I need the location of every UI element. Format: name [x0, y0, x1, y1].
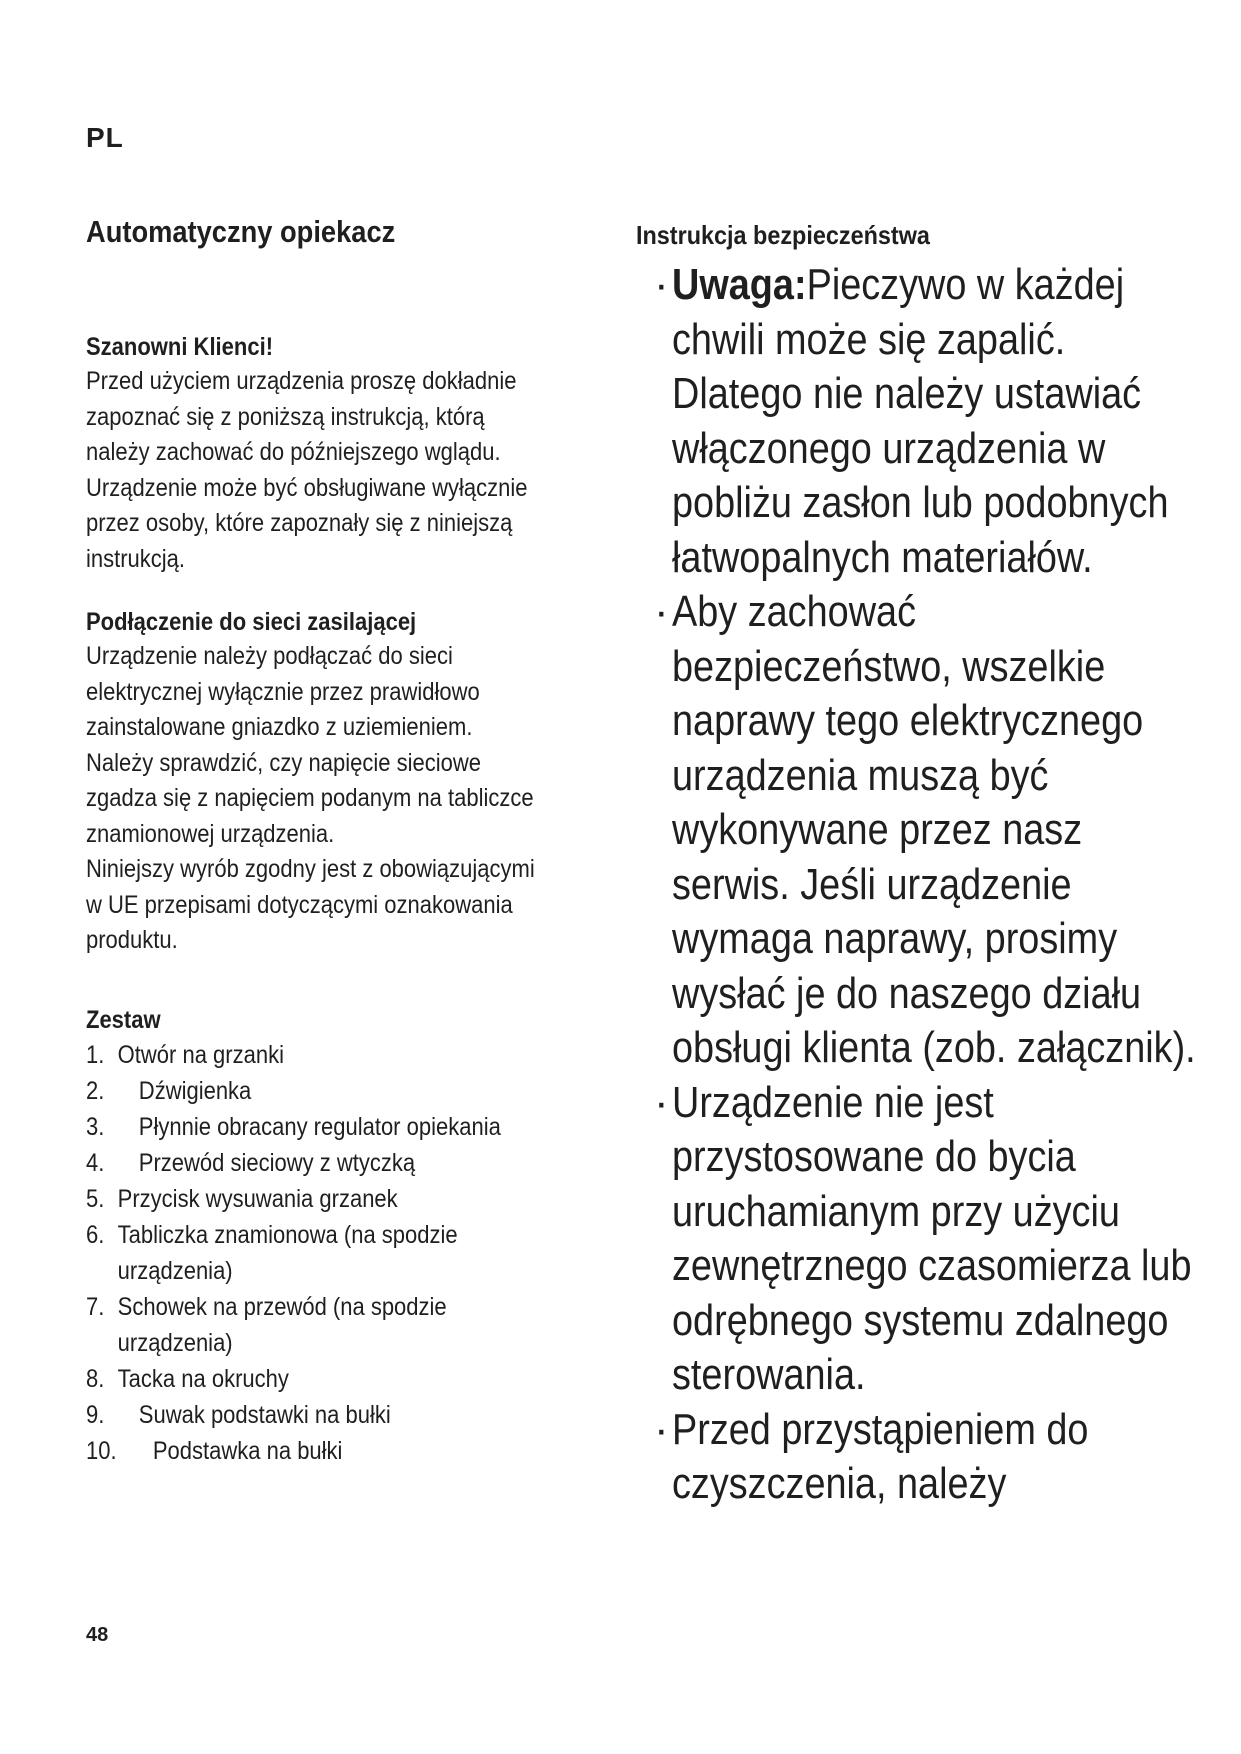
power-paragraph-2: Należy sprawdzić, czy napięcie sieciowe zgadza się z napięciem podanym na tabliczce znamionowej urządzenia.: [86, 748, 534, 848]
warning-content: [672, 1076, 1205, 1403]
list-item-number: 9.: [86, 1400, 105, 1429]
list-item-number: 5.: [86, 1184, 105, 1213]
list-item-number: 6.: [86, 1220, 105, 1249]
bullet-icon: ·: [654, 1077, 669, 1127]
list-item: [86, 1073, 544, 1109]
list-item: [86, 1217, 544, 1289]
safety-heading: Instrukcja bezpieczeństwa: [636, 220, 930, 250]
list-item-text: Dźwigienka: [138, 1076, 252, 1105]
list-item: [86, 1109, 544, 1145]
language-code: PL: [86, 122, 124, 153]
warning-item: [636, 585, 1196, 1076]
list-item-number: 8.: [86, 1364, 105, 1393]
warning-text: Przed przystąpieniem do czyszczenia, należy: [672, 1404, 1089, 1508]
page-number: 48: [86, 1624, 109, 1646]
warning-item: [636, 1403, 1196, 1512]
warning-text: Aby zachować bezpieczeństwo, wszelkie naprawy tego elektrycznego urządzenia muszą być wykonywane przez nasz serwis. Jeśli urządzenie wymaga naprawy, prosimy wysłać je do naszego działu obsługi klienta (zob. załącznik).: [672, 587, 1196, 1072]
list-item: [86, 1289, 544, 1361]
list-item-text: Przycisk wysuwania grzanek: [117, 1184, 398, 1213]
intro-paragraph: Przed użyciem urządzenia proszę dokładnie zapoznać się z poniższą instrukcją, którą należy zachować do późniejszego wglądu. Urządzenie może być obsługiwane wyłącznie przez osoby, które zapoznały się z niniejszą instrukcją.: [86, 367, 528, 573]
bullet-icon: ·: [654, 260, 669, 309]
warning-lead: Uwaga:: [672, 260, 807, 309]
warning-item: [636, 1076, 1196, 1403]
list-item-text: Tabliczka znamionowa (na spodzie urządzenia): [117, 1220, 458, 1285]
list-item-number: 4.: [86, 1148, 105, 1177]
list-item-text: Podstawka na bułki: [152, 1436, 343, 1465]
safety-warnings-list: [636, 258, 1196, 1512]
warning-content: [672, 1403, 1205, 1512]
right-column: [636, 218, 1196, 1512]
left-column: [86, 212, 544, 1469]
list-item-number: 3.: [86, 1112, 105, 1141]
set-heading: Zestaw: [86, 1005, 161, 1034]
list-item: [86, 1145, 544, 1181]
list-item: [86, 1397, 544, 1433]
list-item: [86, 1361, 544, 1397]
list-item-text: Płynnie obracany regulator opiekania: [138, 1112, 501, 1141]
warning-item: [636, 258, 1196, 585]
list-item: [86, 1037, 544, 1073]
list-item-text: Tacka na okruchy: [117, 1364, 289, 1393]
list-item: [86, 1433, 544, 1469]
list-item-text: Otwór na grzanki: [117, 1040, 284, 1069]
list-item-number: 2.: [86, 1076, 105, 1105]
list-item-number: 7.: [86, 1292, 105, 1321]
power-heading: Podłączenie do sieci zasilającej: [86, 608, 417, 636]
page-title: Automatyczny opiekacz: [86, 214, 396, 249]
list-item: [86, 1181, 544, 1217]
list-item-number: 10.: [86, 1436, 117, 1465]
parts-list: [86, 1037, 544, 1469]
bullet-icon: ·: [654, 1404, 669, 1454]
power-paragraph-1: Urządzenie należy podłączać do sieci elektrycznej wyłącznie przez prawidłowo zainstalowane gniazdko z uziemieniem.: [86, 642, 480, 741]
list-item-text: Schowek na przewód (na spodzie urządzenia): [117, 1292, 447, 1357]
power-paragraph-3: Niniejszy wyrób zgodny jest z obowiązującymi w UE przepisami dotyczącymi oznakowania produktu.: [86, 855, 535, 954]
list-item-text: Suwak podstawki na bułki: [138, 1400, 391, 1429]
warning-content: [672, 585, 1205, 1076]
list-item-text: Przewód sieciowy z wtyczką: [138, 1148, 416, 1177]
bullet-icon: ·: [654, 587, 669, 636]
warning-text: Urządzenie nie jest przystosowane do bycia uruchamianym przy użyciu zewnętrznego czasomierza lub odrębnego systemu zdalnego sterowania.: [672, 1077, 1192, 1399]
warning-content: [672, 258, 1205, 585]
warning-text: Pieczywo w każdej chwili może się zapalić. Dlatego nie należy ustawiać włączonego urządzenia w pobliżu zasłon lub podobnych łatwopalnych materiałów.: [672, 260, 1169, 582]
list-item-number: 1.: [86, 1040, 105, 1069]
greeting-heading: Szanowni Klienci!: [86, 333, 274, 361]
